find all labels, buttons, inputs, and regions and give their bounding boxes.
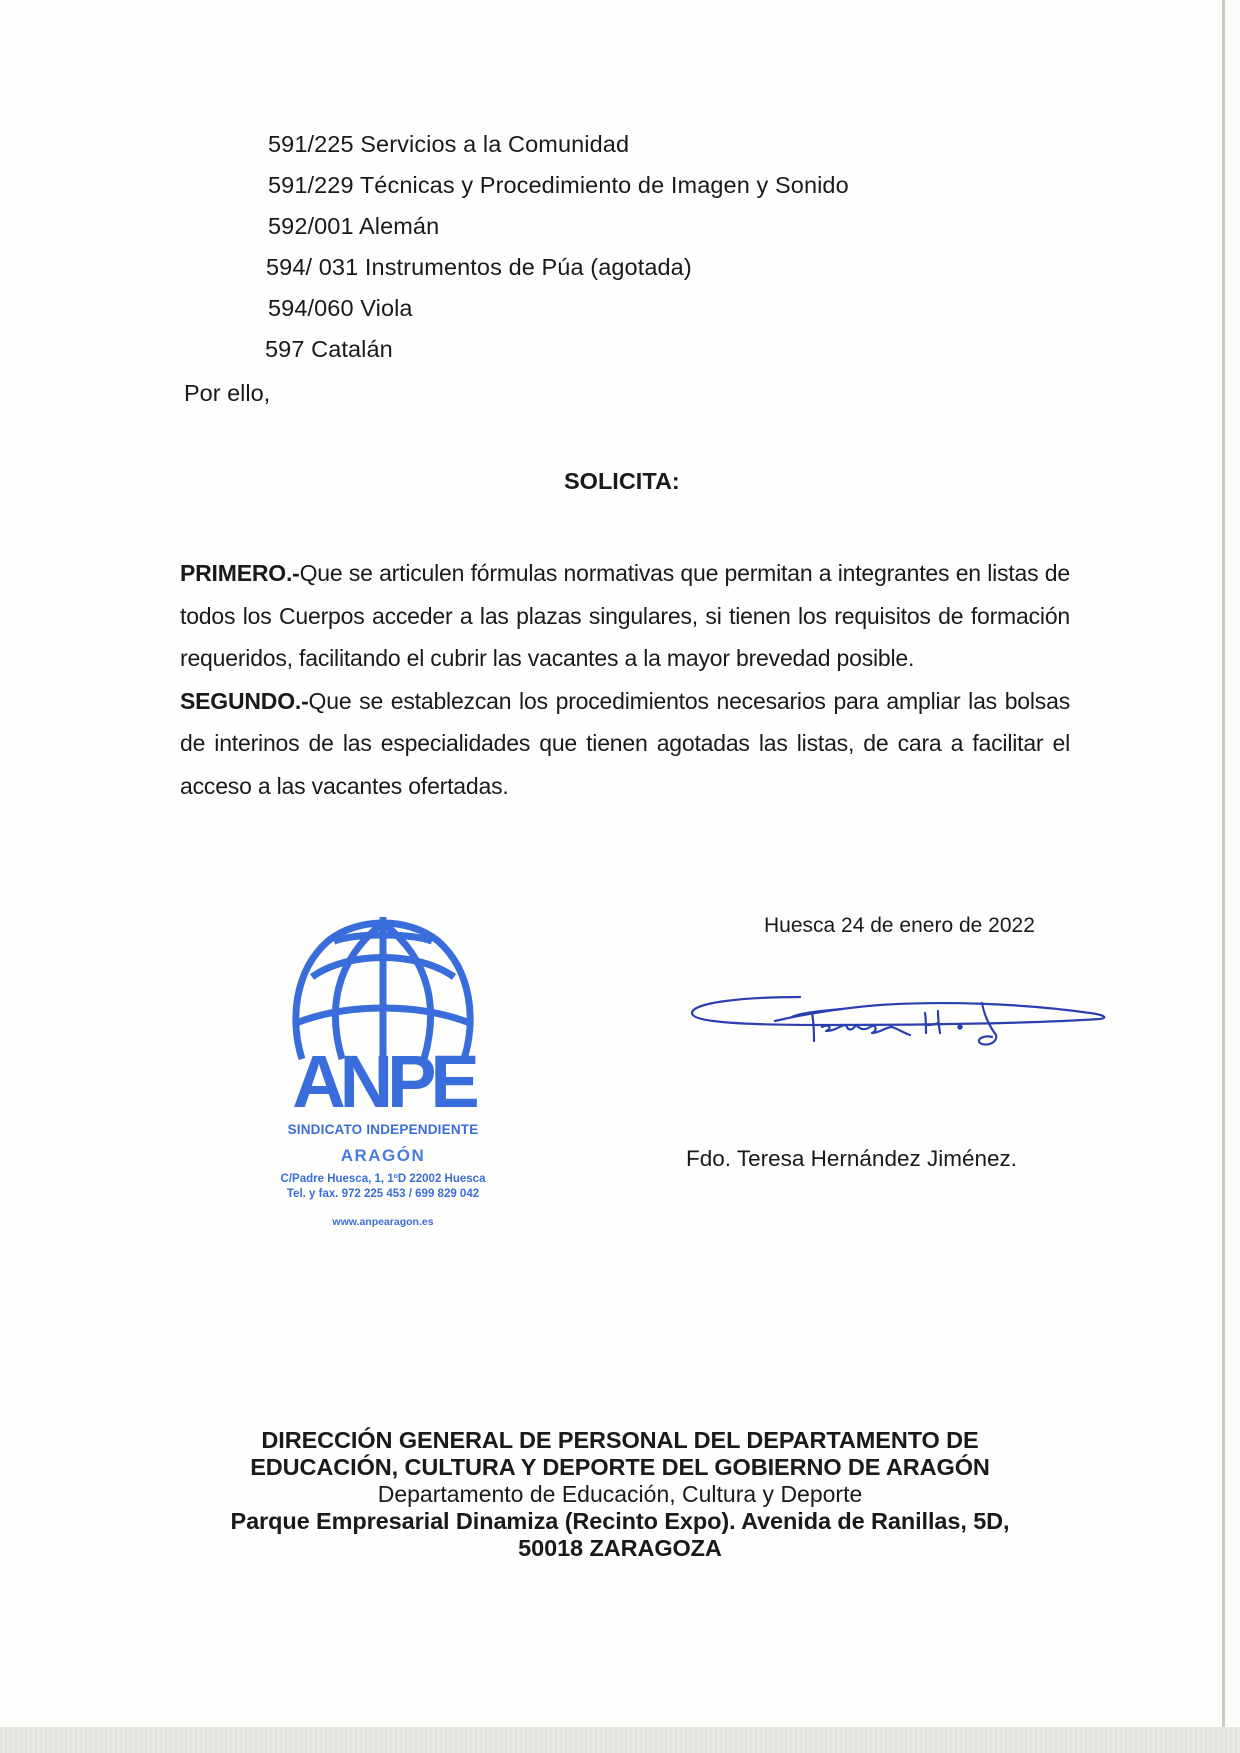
footer-line-3: Departamento de Educación, Cultura y Deporte xyxy=(377,1481,863,1507)
stamp-subtitle: SINDICATO INDEPENDIENTE xyxy=(287,1122,479,1137)
scan-edge-right xyxy=(1225,0,1240,1753)
specialty-item: 594/ 031 Instrumentos de Púa (agotada) xyxy=(266,254,692,280)
specialty-item: 592/001 Alemán xyxy=(268,213,440,239)
signature-loop-stroke xyxy=(692,997,1104,1025)
anpe-logo-text: ANPE xyxy=(292,1040,474,1123)
footer-line-1: DIRECCIÓN GENERAL DE PERSONAL DEL DEPARTAMENTO DE xyxy=(261,1427,979,1453)
stamp-address: C/Padre Huesca, 1, 1ºD 22002 Huesca xyxy=(280,1173,486,1185)
request-primero-label: PRIMERO.- xyxy=(180,560,300,586)
anpe-stamp xyxy=(258,905,508,1235)
specialty-item: 597 Catalán xyxy=(265,336,393,362)
anpe-globe-logo-icon xyxy=(288,911,478,1061)
handwritten-signature xyxy=(680,975,1110,1055)
specialty-item: 591/229 Técnicas y Procedimiento de Imagen y Sonido xyxy=(268,172,849,198)
signature-eresa-stroke xyxy=(822,1025,910,1035)
recipient-footer xyxy=(150,1427,1090,1562)
signature-h-stroke xyxy=(925,1011,940,1033)
scan-edge-bottom xyxy=(0,1727,1240,1753)
signature-dot xyxy=(958,1025,961,1028)
specialty-item: 591/225 Servicios a la Comunidad xyxy=(268,131,630,157)
footer-line-2: EDUCACIÓN, CULTURA Y DEPORTE DEL GOBIERNO DE ARAGÓN xyxy=(250,1454,990,1480)
footer-line-5: 50018 ZARAGOZA xyxy=(518,1535,722,1561)
por-ello-text: Por ello, xyxy=(184,380,271,406)
request-primero xyxy=(180,552,1070,680)
stamp-website: www.anpearagon.es xyxy=(332,1216,434,1228)
date-line: Huesca 24 de enero de 2022 xyxy=(764,914,1035,937)
stamp-region: ARAGÓN xyxy=(340,1146,426,1165)
stamp-phone: Tel. y fax. 972 225 453 / 699 829 042 xyxy=(286,1188,480,1200)
request-segundo-text: Que se establezcan los procedimientos necesarios para ampliar las bolsas de interinos de las especialidades que tienen agotadas las listas, de cara a facilitar el acceso a las vacantes ofertadas. xyxy=(180,687,1070,799)
request-segundo-label: SEGUNDO.- xyxy=(180,687,309,714)
solicita-heading: SOLICITA: xyxy=(564,468,680,494)
footer-line-4: Parque Empresarial Dinamiza (Recinto Expo). Avenida de Ranillas, 5D, xyxy=(230,1508,1010,1534)
specialty-item: 594/060 Viola xyxy=(268,295,413,321)
specialties-list xyxy=(265,130,849,376)
signer-name: Fdo. Teresa Hernández Jiménez. xyxy=(686,1146,1018,1171)
requests-body xyxy=(180,552,1070,807)
request-primero-text: Que se articulen fórmulas normativas que permitan a integrantes en listas de todos los Cuerpos acceder a las plazas singulares, si tienen los requisitos de formación requeridos, facilitando el cubrir las vacantes a la mayor brevedad posible. xyxy=(180,560,1070,671)
request-segundo xyxy=(180,680,1070,808)
